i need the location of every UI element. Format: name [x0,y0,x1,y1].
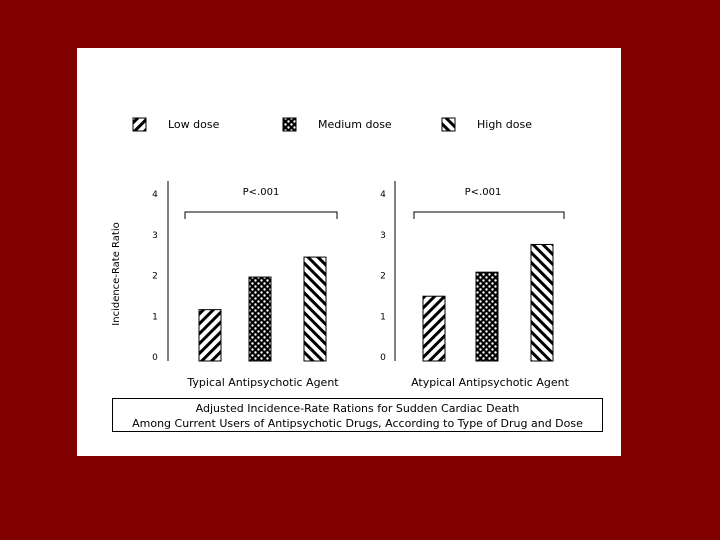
y-tick-label: 3 [152,230,158,241]
bar-diag-right [199,310,221,361]
y-tick-label: 1 [380,312,386,323]
legend-swatch [442,118,455,131]
chart-1 [380,181,569,389]
chart-0 [111,181,339,389]
y-tick-label: 1 [152,312,158,323]
legend-label: High dose [477,118,532,131]
y-tick-label: 0 [152,353,158,363]
y-axis-label: Incidence-Rate Ratio [111,222,122,326]
legend-item-1 [283,118,392,131]
legend-swatch [133,118,146,131]
bar-diag-left [304,257,326,361]
y-tick-label: 2 [152,271,158,282]
y-tick-label: 3 [380,230,386,241]
legend-label: Low dose [168,118,220,131]
bar-checker [476,272,498,361]
significance-bracket [414,212,564,219]
figure-caption [112,398,603,432]
significance-bracket [185,212,337,219]
caption-line-1: Adjusted Incidence-Rate Rations for Sudden Cardiac Death [195,402,520,415]
legend-item-0 [133,118,220,131]
chart-canvas [77,48,621,456]
legend-label: Medium dose [318,118,392,131]
p-value-annotation: P<.001 [242,187,280,198]
x-axis-label: Typical Antipsychotic Agent [187,376,339,389]
bar-diag-left [531,244,553,361]
bar-diag-right [423,296,445,361]
p-value-annotation: P<.001 [464,187,502,198]
charts [111,181,570,389]
caption-line-2: Among Current Users of Antipsychotic Drugs, According to Type of Drug and Dose [132,417,583,430]
y-tick-label: 4 [152,190,158,200]
chart-panel [77,48,621,456]
x-axis-label: Atypical Antipsychotic Agent [411,376,569,389]
y-tick-label: 0 [380,353,386,363]
legend-swatch [283,118,296,131]
legend [133,118,532,131]
bar-checker [249,277,271,361]
y-tick-label: 2 [380,271,386,282]
legend-item-2 [442,118,532,131]
y-tick-label: 4 [380,190,386,200]
